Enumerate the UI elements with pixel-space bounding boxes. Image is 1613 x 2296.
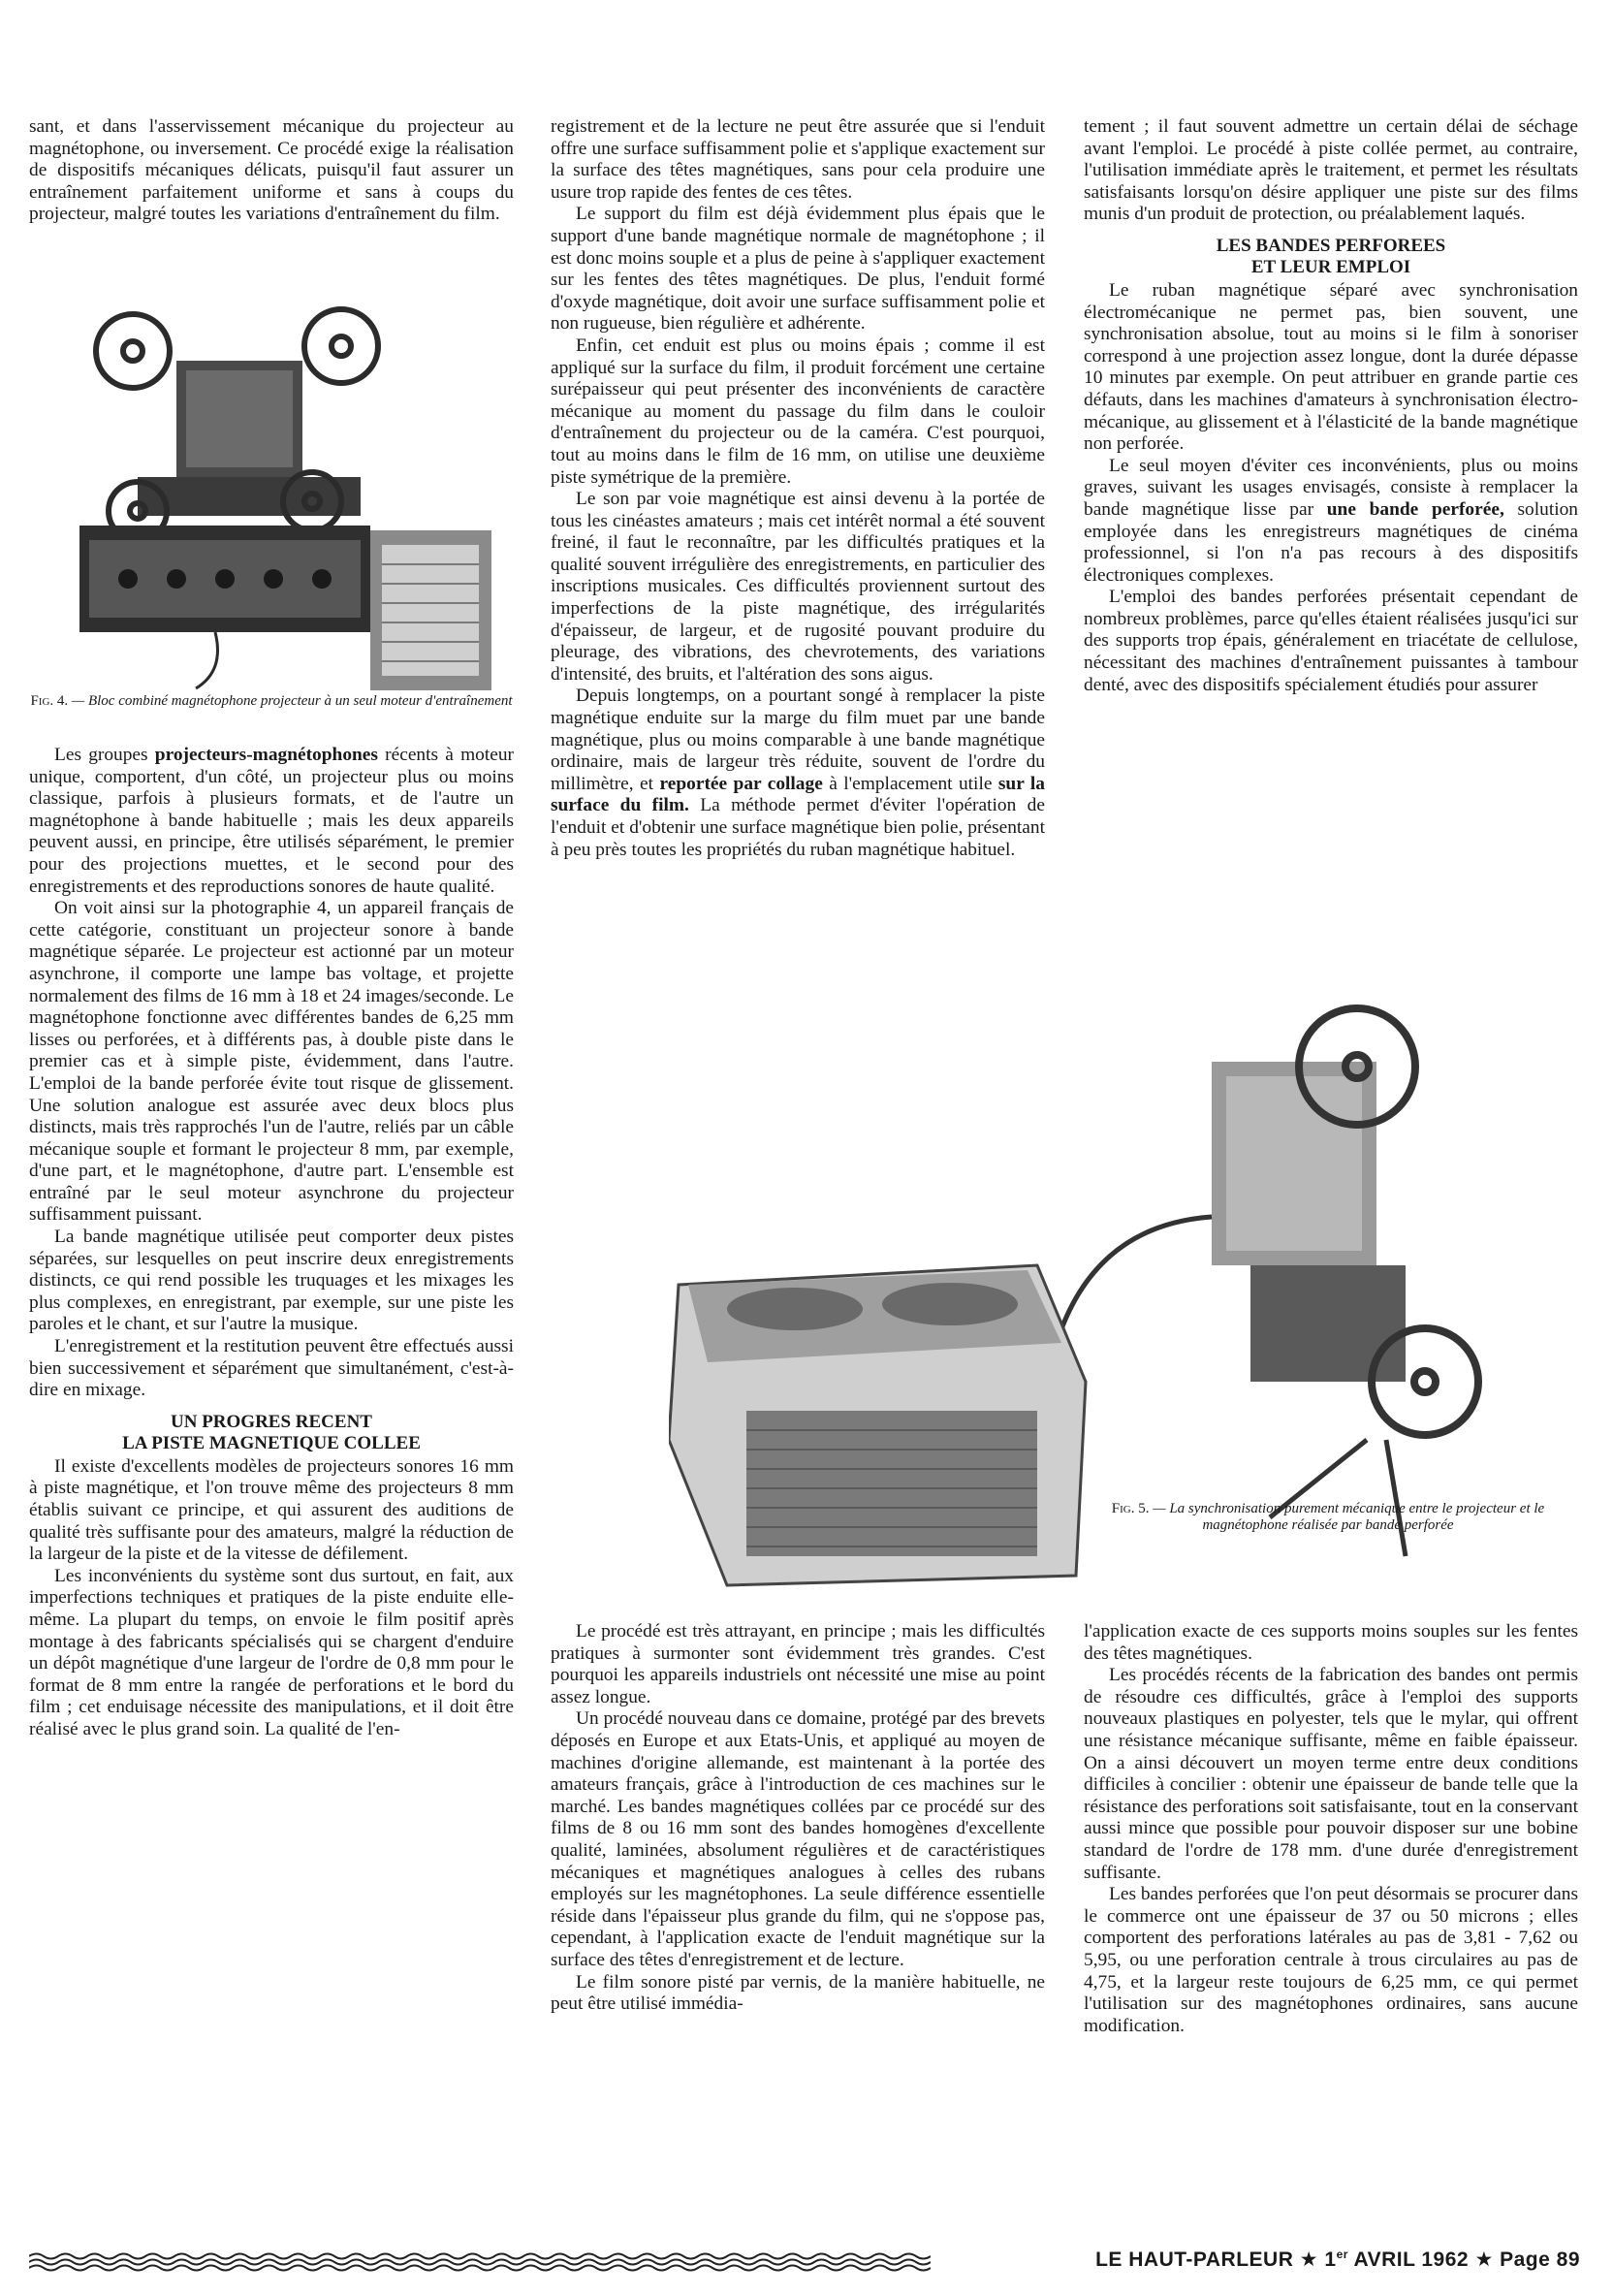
page-number: Page 89 xyxy=(1500,2248,1580,2271)
wave-rule-decoration xyxy=(29,2251,931,2273)
paragraph: Le ruban magnétique séparé avec synchronisation électromécanique ne permet pas, bien souvent, une synchronisation absolue, tout au moins si le film à sonoriser correspond à une projection assez longue, dont la durée dépasse 10 minutes par exemple. On peut attribuer en grande partie ces défauts, dans les machines d'amateurs à synchronisation électro-mécanique, au glissement et à l'élasticité de la bande magnétique non perforée. xyxy=(1084,279,1578,455)
section-heading: LES BANDES PERFOREES ET LEUR EMPLOI xyxy=(1216,235,1446,277)
paragraph: Le support du film est déjà évidemment plus épais que le support d'une bande magnétique normale de magnétophone ; il est donc moins souple et a plus de peine à s'appliquer exactement sur les fentes des têtes magnétiques. De plus, l'enduit formé d'oxyde magnétique, doit avoir une surface suffisamment polie et non rugueuse, bien régulière et adhérente. xyxy=(551,204,1045,335)
publication-name: LE HAUT-PARLEUR xyxy=(1095,2248,1294,2271)
paragraph: Le film sonore pisté par vernis, de la manière habituelle, ne peut être utilisé immédia- xyxy=(551,1971,1045,2015)
paragraph: Le procédé est très attrayant, en principe ; mais les difficultés pratiques à surmonter sont évidemment très grandes. C'est pourquoi les appareils industriels ont nécessité une mise au point assez longue. xyxy=(551,1621,1045,1707)
column-1-top xyxy=(29,116,514,226)
paragraph: On voit ainsi sur la photographie 4, un appareil français de cette catégorie, constituant un projecteur sonore à bande magnétique séparée. Le projecteur est actionné par un moteur asynchrone, il comporte une lampe bas voltage, et projette normalement des films de 16 mm à 18 et 24 images/seconde. Le magnétophone fonctionne avec différentes bandes de 6,25 mm lisses ou perforées, et à différents pas, à double piste dans le premier cas et à simple piste, évidemment, dans l'autre. L'emploi de la bande perforée évite tout risque de glissement. Une solution analogue est assurée avec deux blocs plus distincts, mais très rapprochés l'un de l'autre, reliés par un câble mécanique souple et formant le projecteur 8 mm, par exemple, d'une part, et le magnétophone, d'autre part. L'ensemble est entraîné par le seul moteur asynchrone du projecteur suffisamment puissant. xyxy=(29,898,514,1226)
figure-5-caption xyxy=(1076,1501,1580,1534)
paragraph: Un procédé nouveau dans ce domaine, protégé par des brevets déposés en Europe et aux Etats-Unis, et appliqué au moyen de machines d'origine allemande, est maintenant à la portée des amateurs français, grâce à l'introduction de ces machines sur le marché. Les bandes magnétiques collées par ce procédé sur des films de 8 ou 16 mm sont des bandes homogènes d'excellente qualité, laminées, absolument régulières et de caractéristiques mécaniques et magnétiques analogues à celles des rubans employés sur les magnétophones. La seule différence essentielle réside dans l'épaisseur plus grande du film, qui ne s'oppose pas, cependant, à l'application exacte de l'enduit magnétique sur la surface des têtes d'enregistrement et de lecture. xyxy=(551,1708,1045,1970)
issue-date: 1er AVRIL 1962 xyxy=(1324,2248,1470,2271)
figure-label: Fig. 4. xyxy=(30,693,69,709)
column-2-top xyxy=(551,116,1045,861)
paragraph: tement ; il faut souvent admettre un certain délai de séchage avant l'emploi. Le procédé à piste collée permet, au contraire, l'utilisation immédiate après le traitement, et permet les résultats satisfaisants lorsqu'on désire appliquer une piste sur des films munis d'un produit de protection, ou préalablement laqués. xyxy=(1084,116,1578,225)
star-icon: ★ xyxy=(1474,2248,1494,2271)
paragraph: Enfin, cet enduit est plus ou moins épais ; comme il est appliqué sur la surface du film, il produit forcément une certaine surépaisseur qui peut présenter des inconvénients de caractère mécanique au moment du passage du film dans le couloir d'entraînement du projecteur ou de la caméra. C'est pourquoi, tout au moins dans le film de 16 mm, on utilise une deuxième piste symétrique de la première. xyxy=(551,335,1045,488)
figure-label: Fig. 5. xyxy=(1111,1501,1150,1516)
paragraph: Il existe d'excellents modèles de projecteurs sonores 16 mm à piste magnétique, et l'on trouve même des projecteurs 8 mm établis suivant ce principe, et qui assurent des auditions de qualité très suffisante pour des amateurs, malgré la réduction de la largeur de la piste et de la vitesse de défilement. xyxy=(29,1455,514,1565)
figure-4-photo xyxy=(79,303,496,690)
star-icon: ★ xyxy=(1299,2248,1319,2271)
column-1-bottom xyxy=(29,745,514,1741)
paragraph: Depuis longtemps, on a pourtant songé à remplacer la piste magnétique enduite sur la marge du film muet par une bande magnétique, plus ou moins comparable à une bande magnétique ordinaire, mais de largeur très réduite, souvent de l'ordre du millimètre, et reportée par collage à l'emplacement utile sur la surface du film. La méthode permet d'éviter l'opération de l'enduit et d'obtenir une surface magnétique bien polie, présentant à peu près toutes les propriétés du ruban magnétique habituel. xyxy=(551,686,1045,860)
column-3-top xyxy=(1084,116,1578,696)
paragraph: Les inconvénients du système sont dus surtout, en fait, aux imperfections techniques et pratiques de la piste enduite elle-même. La plupart du temps, on envoie le film positif après montage à des fabricants spécialisés qui se chargent d'enduire un dépôt magnétique d'une largeur de l'ordre de 0,8 mm pour le format de 8 mm entre la rangée de perforations et le bord du film ; cet enduisage nécessite des manipulations, et il doit être réalisé avec le plus grand soin. La qualité de l'en- xyxy=(29,1565,514,1739)
figure-4-caption xyxy=(29,693,514,710)
section-heading: UN PROGRES RECENT LA PISTE MAGNETIQUE COLLEE xyxy=(122,1411,421,1453)
column-2-bottom xyxy=(551,1621,1045,2016)
caption-text: — Bloc combiné magnétophone projecteur à un seul moteur d'entraînement xyxy=(71,693,513,709)
footer-text xyxy=(1095,2248,1580,2272)
paragraph: Les bandes perforées que l'on peut désormais se procurer dans le commerce ont une épaisseur de 37 ou 50 microns ; elles comportent des perforations latérales au pas de 3,81 - 7,62 ou 5,95, ou une perforation centrale à trous circulaires au pas de 4,75, et la largeur reste toujours de 6,25 mm, ce qui permet l'utilisation sur des magnétophones ordinaires, sans aucune modification. xyxy=(1084,1884,1578,2036)
paragraph: l'application exacte de ces supports moins souples sur les fentes des têtes magnétiques. xyxy=(1084,1621,1578,1664)
caption-text: — La synchronisation purement mécanique entre le projecteur et le magnétophone réalisée par bande perforée xyxy=(1153,1501,1545,1533)
paragraph: registrement et de la lecture ne peut être assurée que si l'enduit offre une surface suffisamment polie et s'applique exactement sur la surface des têtes magnétiques, sans pour cela produire une usure trop rapide des fentes de ces têtes. xyxy=(551,116,1045,203)
paragraph: sant, et dans l'asservissement mécanique du projecteur au magnétophone, ou inversement. Ce procédé exige la réalisation de dispositifs mécaniques délicats, puisqu'il faut assurer un entraînement parfaitement uniforme et sans à coups du projecteur, malgré toutes les variations d'entraînement du film. xyxy=(29,116,514,225)
paragraph: Les procédés récents de la fabrication des bandes ont permis de résoudre ces difficultés, grâce à l'emploi des supports nouveaux plastiques en polyester, tels que le mylar, qui offrent une résistance mécanique suffisante, même en faible épaisseur. On a ainsi découvert un moyen terme entre deux conditions difficiles à concilier : obtenir une épaisseur de bande telle que la résistance des perforations soit satisfaisante, tout en la conservant aussi mince que possible pour pouvoir disposer sur une bobine standard de l'ordre de 178 mm. d'une durée d'enregistrement suffisante. xyxy=(1084,1665,1578,1883)
paragraph: Le son par voie magnétique est ainsi devenu à la portée de tous les cinéastes amateurs ; mais cet intérêt normal a été souvent freiné, il faut le reconnaître, par les difficultés pratiques et la qualité souvent irrégulière des enregistrements, en particulier des inscriptions musicales. Ces difficultés proviennent surtout des imperfections de la piste magnétique, des irrégularités d'épaisseur, de largeur, et de rugosité pouvant produire du pleurage, des vibrations, des chevrotements, des variations d'intensité, des bruits, et l'altération des sons aigus. xyxy=(551,489,1045,685)
page-footer xyxy=(29,2248,1580,2277)
paragraph: Les groupes projecteurs-magnétophones récents à moteur unique, comportent, d'un côté, un projecteur plus ou moins classique, parfois à plusieurs formats, et de l'autre un magnétophone à bande habituelle ; mais les deux appareils peuvent aussi, en principe, être utilisés séparément, le premier pour des projections muettes, et le second pour des enregistrements et des reproductions sonores de haute qualité. xyxy=(29,745,514,897)
paragraph: L'enregistrement et la restitution peuvent être effectués aussi bien successivement et séparément que simultanément, c'est-à-dire en mixage. xyxy=(29,1336,514,1401)
paragraph: La bande magnétique utilisée peut comporter deux pistes séparées, sur lesquelles on peut inscrire deux enregistrements distincts, ce qui rend possible les truquages et les mixages les plus complexes, en enregistrant, par exemple, sur une piste les paroles et le chant, et sur l'autre la musique. xyxy=(29,1227,514,1335)
paragraph: Le seul moyen d'éviter ces inconvénients, plus ou moins graves, suivant les usages envisagés, consiste à remplacer la bande magnétique lisse par une bande perforée, solution employée dans les enregistreurs magnétiques de cinéma professionnel, si l'on n'a pas recours à des dispositifs électroniques complexes. xyxy=(1084,455,1578,586)
paragraph: L'emploi des bandes perforées présentait cependant de nombreux problèmes, parce qu'elles étaient réalisées jusqu'ici sur des supports trop épais, généralement en triacétate de cellulose, nécessitant des machines d'entraînement puissantes à tambour denté, avec des dispositifs spécialement étudiés pour assurer xyxy=(1084,587,1578,695)
column-3-bottom xyxy=(1084,1621,1578,2037)
